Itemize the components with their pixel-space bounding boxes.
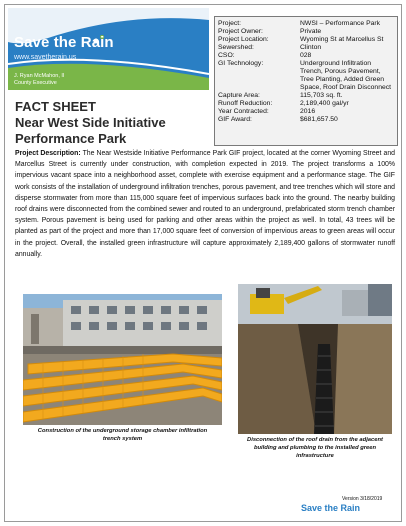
info-value: Wyoming St at Marcellus St	[300, 36, 384, 43]
info-row	[218, 60, 394, 92]
photo-caption-2: Disconnection of the roof drain from the adjacent building and plumbing to the installed green infrastructure	[247, 437, 383, 459]
title-line-3: Performance Park	[15, 131, 127, 146]
info-row	[218, 20, 394, 28]
footer-logo	[301, 503, 360, 513]
version-label: Version 3/18/2019	[342, 496, 383, 502]
info-row	[218, 108, 394, 116]
description-label: Project Description:	[15, 150, 81, 157]
info-label: GIF Award:	[218, 116, 252, 123]
info-label: Runoff Reduction:	[218, 100, 273, 107]
title-line-2: Near West Side Initiative	[15, 115, 166, 130]
photo-caption-1: Construction of the underground storage chamber infiltration trench system	[37, 428, 208, 442]
info-value: 2,189,400 gal/yr	[300, 100, 349, 107]
logo-url[interactable]: www.savetherain.us	[14, 54, 77, 61]
project-description	[15, 148, 395, 260]
info-value: Clinton	[300, 44, 322, 51]
info-value: NWSI – Performance Park	[300, 20, 381, 27]
info-value: $681,657.50	[300, 116, 338, 123]
description-text: The Near Westside Initiative Performance Park GIF project, located at the corner Wyoming Street and Marcellus Street is currently under construction, with completion expected in 2019. The project transforms a 100% impervious vacant space into a neighborhood asset, complete with exercise equipment and a performance stage. The GIF work consists of the installation of underground infiltration trenches, porous pavement, and tree trenches which will store and disperse stormwater from more than 115,000 square feet of impervious surfaces back into the ground. The nearby building roof drains were disconnected from the combined sewer and routed to an underground, prefabricated storm trench chamber system. Porous pavement is being used for parking and other areas within the project as well. In total, 43 trees will be planted as part of the project and more than 17,000 square feet of conversion of impervious areas to green areas will occur in the project. Overall, the installed green infrastructure will capture approximately 2,189,400 gallons of stormwater runoff annually.	[15, 150, 395, 258]
info-value: Private	[300, 28, 322, 35]
project-info-table	[214, 16, 398, 146]
photo-infiltration-trench	[23, 294, 222, 425]
title-line-1: FACT SHEET	[15, 99, 96, 114]
info-value: 115,703 sq. ft.	[300, 92, 343, 99]
info-row	[218, 100, 394, 108]
info-label: CSO:	[218, 52, 235, 59]
info-label: Capture Area:	[218, 92, 260, 99]
info-row	[218, 52, 394, 60]
info-label: Project:	[218, 20, 242, 27]
info-label: GI Technology:	[218, 60, 264, 67]
info-row	[218, 92, 394, 100]
info-label: Year Contracted:	[218, 108, 269, 115]
info-row	[218, 44, 394, 52]
logo-brand-text: Save the Rain	[14, 34, 114, 51]
info-row	[218, 116, 394, 124]
info-row	[218, 36, 394, 44]
info-label: Project Owner:	[218, 28, 263, 35]
fact-sheet-page	[4, 4, 402, 522]
save-the-rain-logo	[8, 8, 209, 90]
executive-name: J. Ryan McMahon, II	[14, 73, 65, 79]
footer-logo-text: Save the Rain	[301, 503, 361, 513]
executive-title: County Executive	[14, 80, 57, 86]
info-value: 028	[300, 52, 312, 59]
info-label: Sewershed:	[218, 44, 254, 51]
photo-roof-drain-disconnection	[238, 284, 392, 434]
page-title	[15, 99, 166, 147]
info-row	[218, 28, 394, 36]
info-label: Project Location:	[218, 36, 269, 43]
info-value: Underground Infiltration Trench, Porous Pavement, Tree Planting, Added Green Space, Roof Drain Disconnect	[300, 60, 392, 91]
info-value: 2016	[300, 108, 316, 115]
